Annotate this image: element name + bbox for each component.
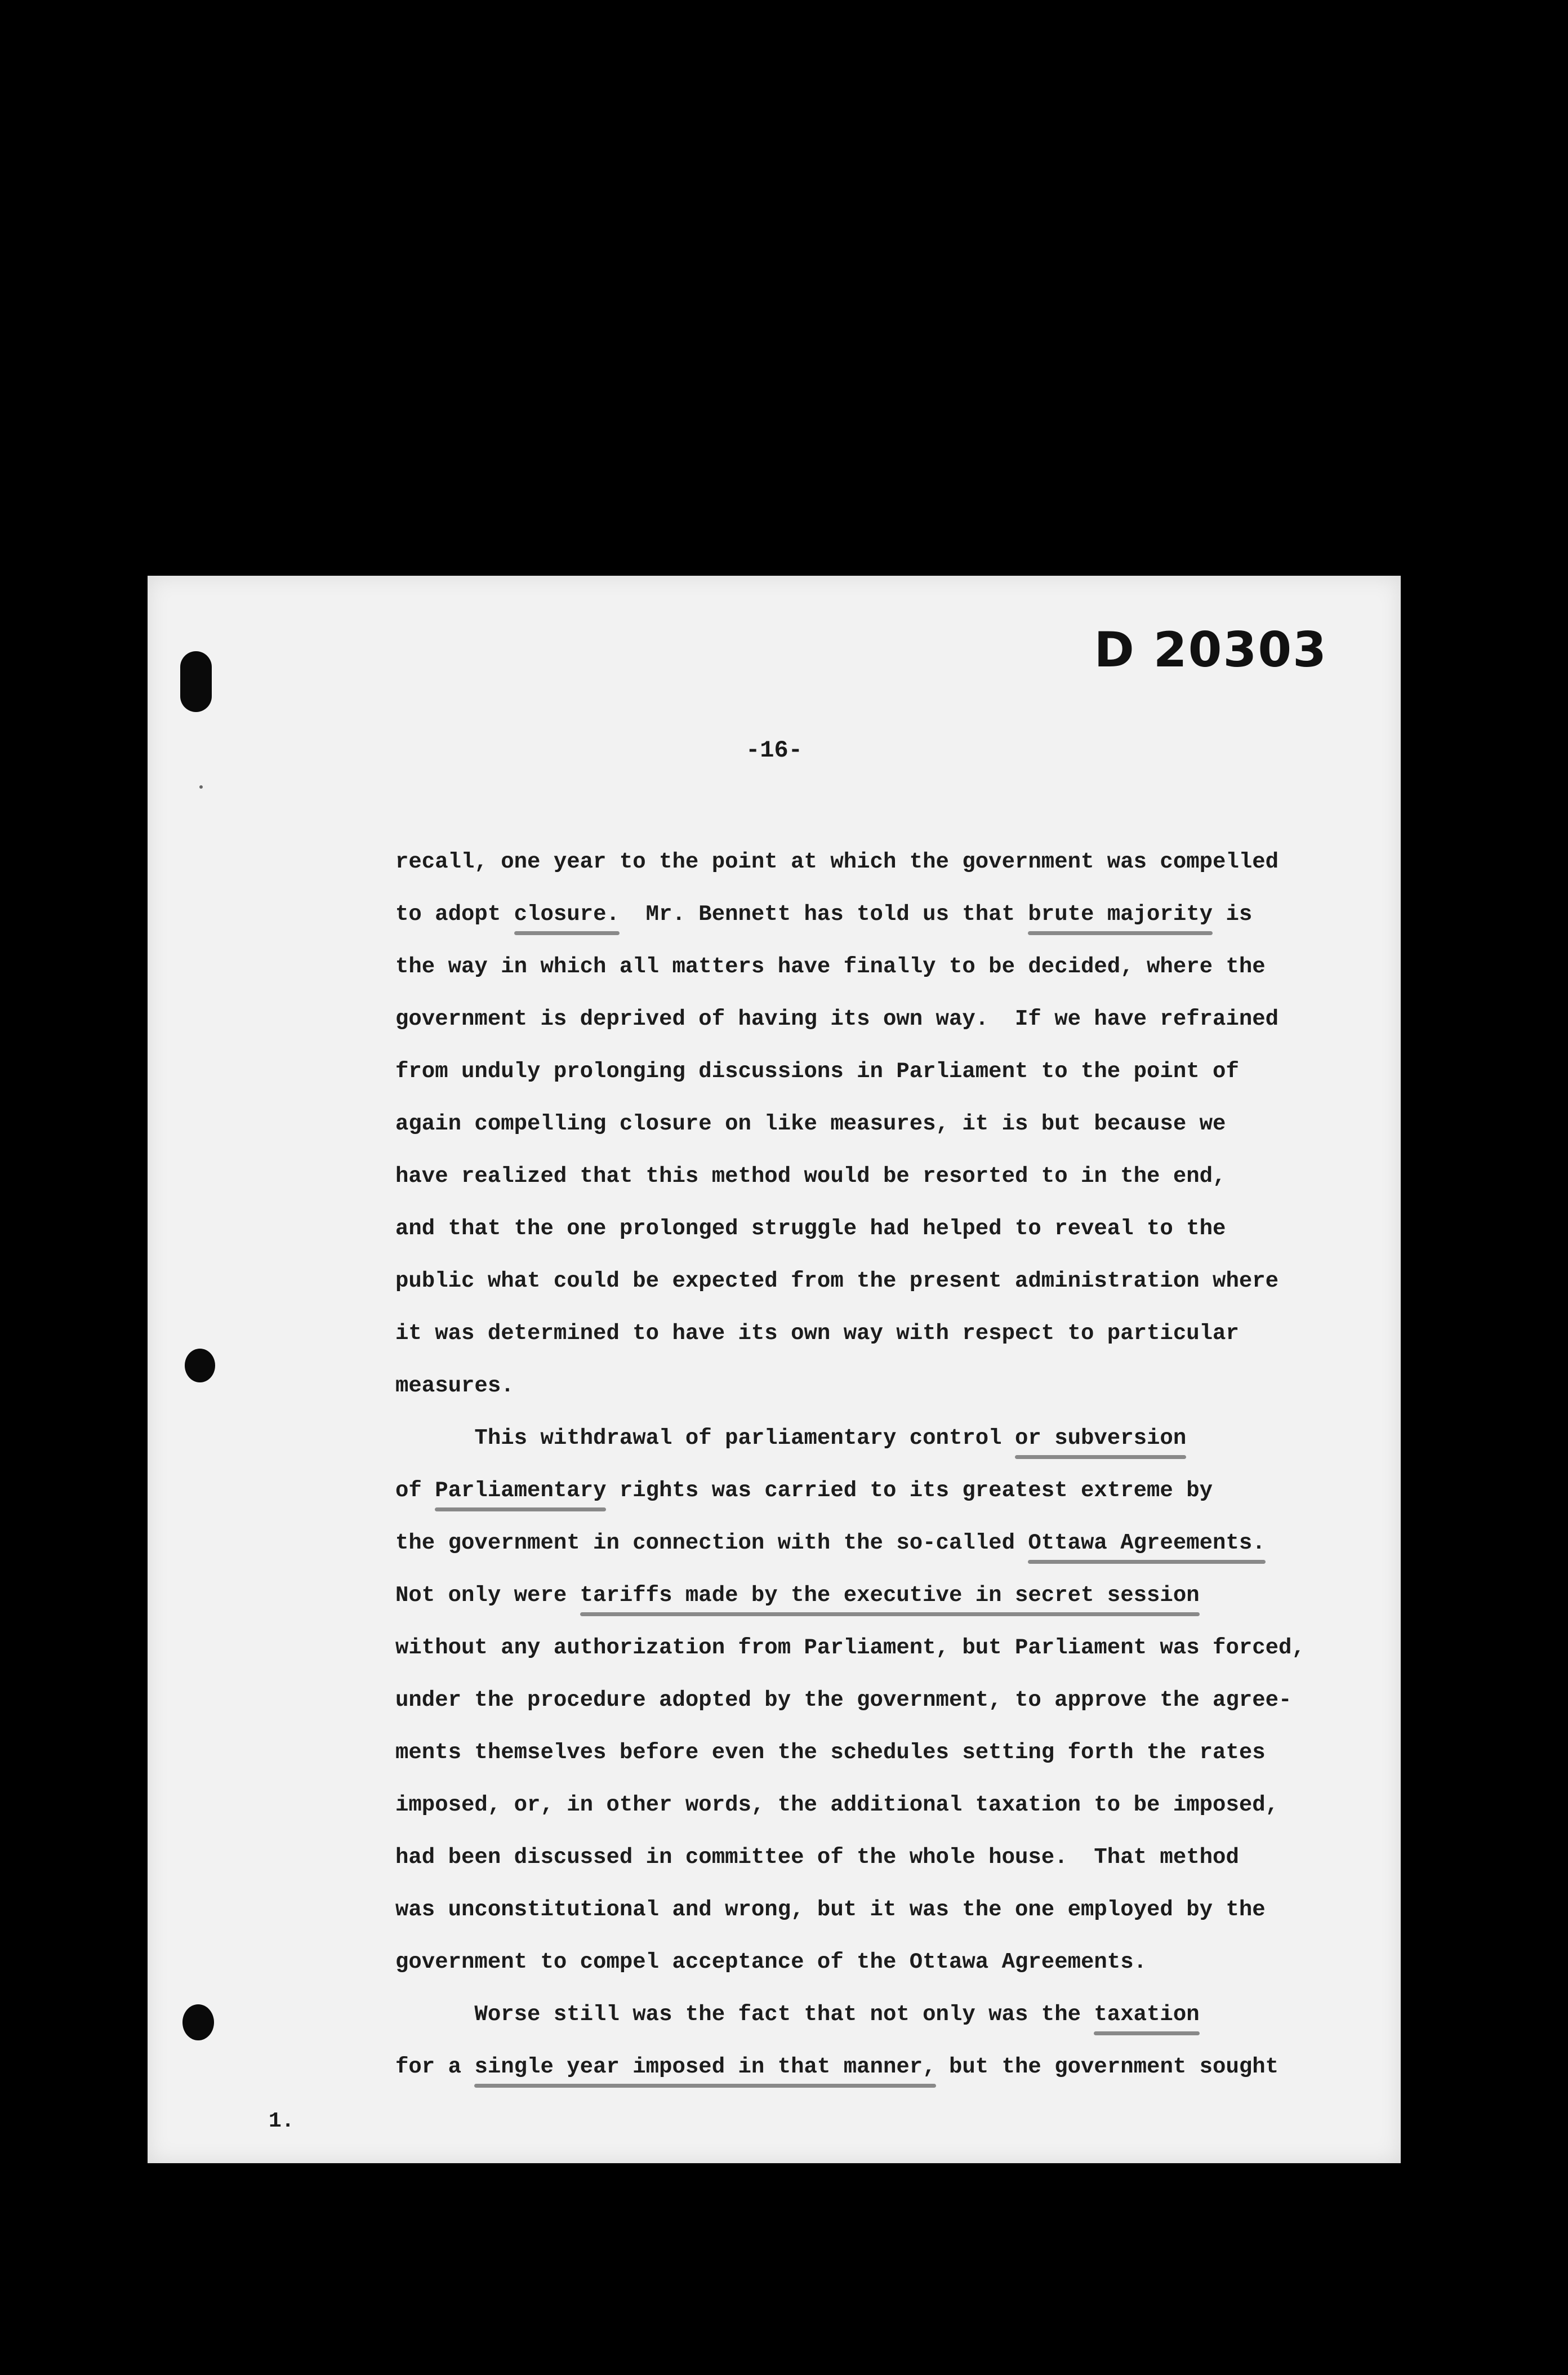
text-line: This withdrawal of parliamentary control or subversion [395, 1412, 1353, 1465]
underlined-phrase: single year imposed in that manner, [474, 2041, 936, 2093]
text-line: recall, one year to the point at which the government was compelled [395, 850, 1279, 874]
text-line: imposed, or, in other words, the additional taxation to be imposed, [395, 1793, 1279, 1817]
punch-hole-middle [185, 1349, 215, 1382]
text-line: the way in which all matters have finally to be decided, where the [395, 954, 1266, 979]
text-line: to adopt closure. Mr. Bennett has told us that brute majority is [395, 888, 1353, 941]
text-line: government to compel acceptance of the Ottawa Agreements. [395, 1950, 1147, 1974]
underlined-phrase: Parliamentary [435, 1465, 606, 1517]
underlined-phrase: or subversion [1015, 1412, 1186, 1465]
page-number: -16- [746, 737, 803, 764]
text-line: of Parliamentary rights was carried to its greatest extreme by [395, 1465, 1353, 1517]
punch-hole-top [180, 651, 212, 712]
body-text [395, 836, 1353, 2093]
text-line: Not only were tariffs made by the executive in secret session [395, 1569, 1353, 1622]
text-line: without any authorization from Parliament, but Parliament was forced, [395, 1635, 1305, 1660]
text-line: measures. [395, 1373, 514, 1398]
text-line: for a single year imposed in that manner, but the government sought [395, 2041, 1353, 2093]
text-line: public what could be expected from the present administration where [395, 1269, 1279, 1293]
text-line: government is deprived of having its own way. If we have refrained [395, 1007, 1279, 1031]
text-line: was unconstitutional and wrong, but it was the one employed by the [395, 1897, 1266, 1922]
text-line: the government in connection with the so-called Ottawa Agreements. [395, 1517, 1353, 1569]
underlined-phrase: brute majority [1028, 888, 1213, 941]
text-line: and that the one prolonged struggle had helped to reveal to the [395, 1216, 1226, 1241]
underlined-phrase: closure. [514, 888, 620, 941]
underlined-phrase: tariffs made by the executive in secret session [580, 1569, 1200, 1622]
document-page [148, 576, 1401, 2163]
text-line: under the procedure adopted by the government, to approve the agree- [395, 1688, 1292, 1713]
text-line: again compelling closure on like measures, it is but because we [395, 1111, 1226, 1136]
text-line: it was determined to have its own way with respect to particular [395, 1321, 1239, 1346]
document-stamp: D 20303 [1094, 622, 1328, 678]
text-line: have realized that this method would be resorted to in the end, [395, 1164, 1226, 1189]
punch-hole-bottom [182, 2004, 214, 2040]
text-line: ments themselves before even the schedules setting forth the rates [395, 1740, 1266, 1765]
text-line: had been discussed in committee of the whole house. That method [395, 1845, 1239, 1870]
margin-note: 1. [269, 2109, 295, 2133]
text-line: from unduly prolonging discussions in Parliament to the point of [395, 1059, 1239, 1084]
underlined-phrase: taxation [1094, 1989, 1199, 2041]
paper-speck [199, 785, 203, 789]
underlined-phrase: Ottawa Agreements. [1028, 1517, 1265, 1569]
text-line: Worse still was the fact that not only was the taxation [395, 1989, 1353, 2041]
